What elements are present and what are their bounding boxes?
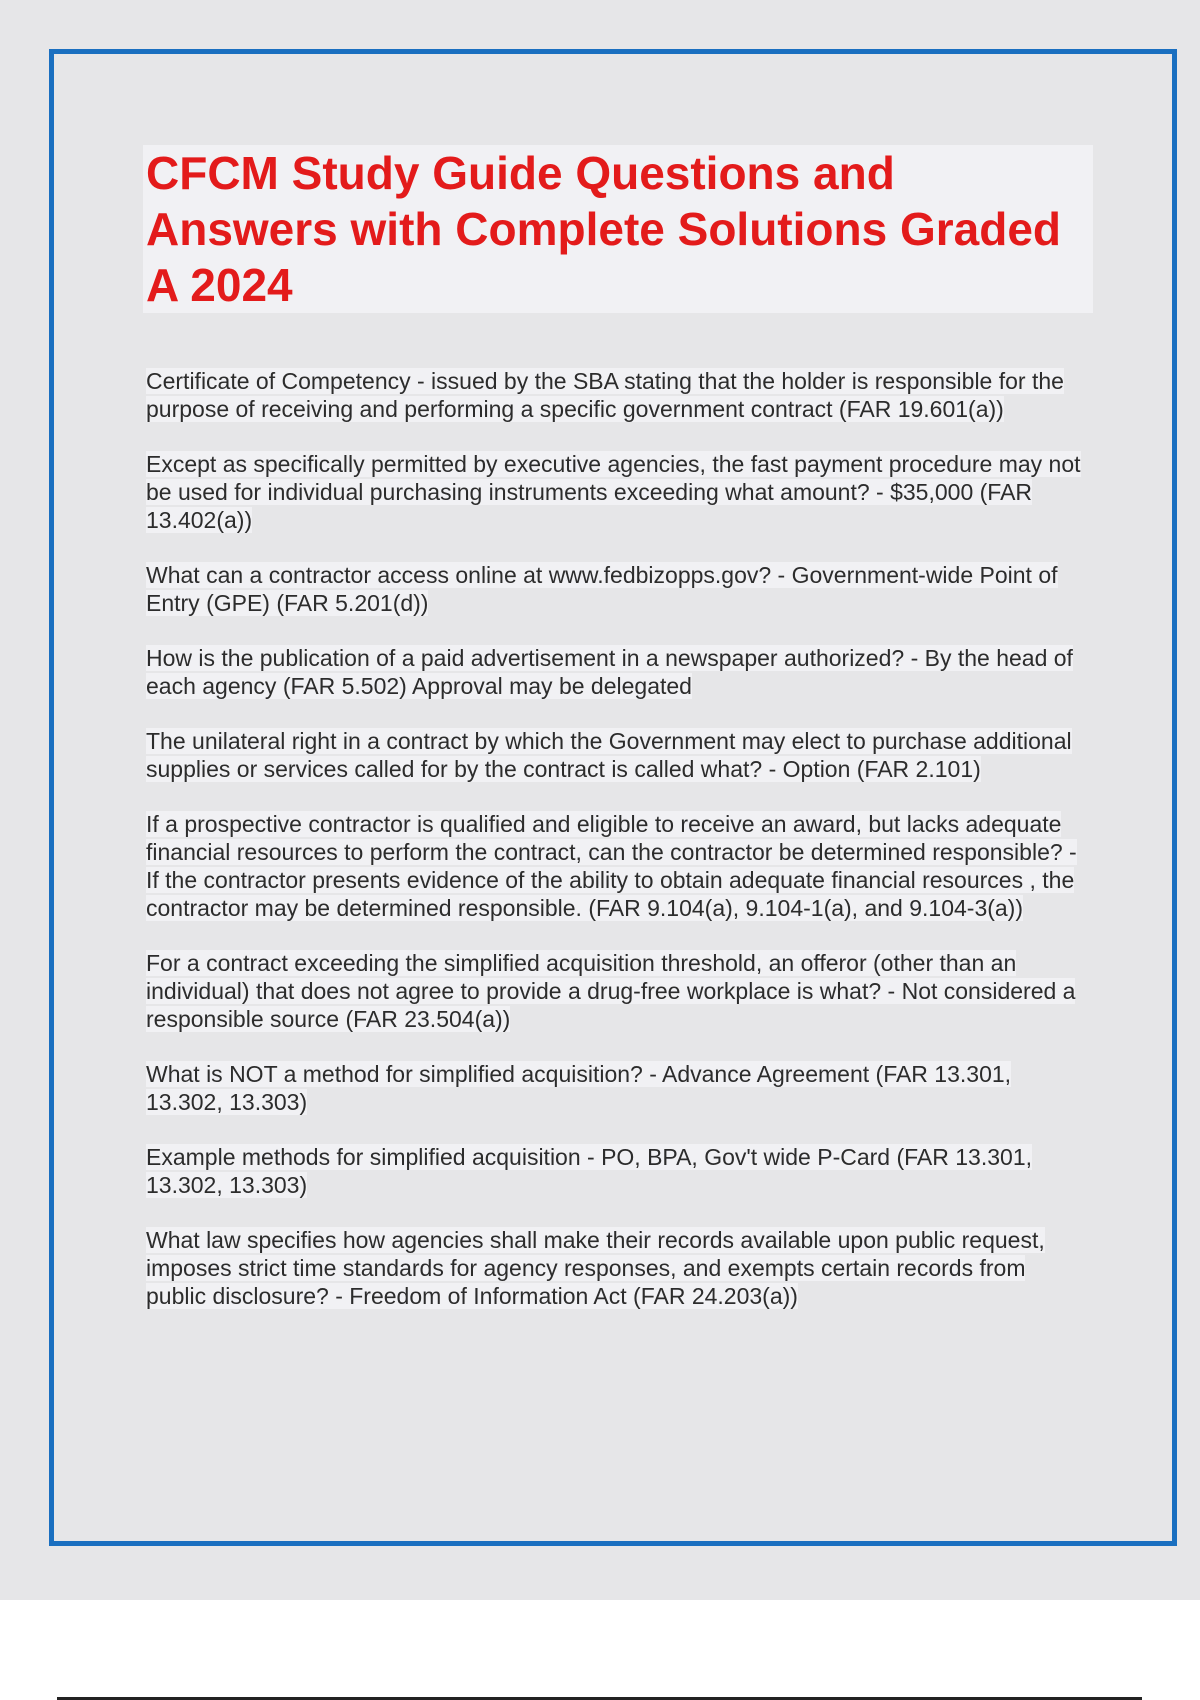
- qa-item-10: [146, 1226, 1091, 1310]
- qa-item-text: How is the publication of a paid advertisement in a newspaper authorized? - By the head of each agency (FAR 5.502) Approval may be delegated: [146, 645, 1073, 699]
- qa-item-2: [146, 450, 1091, 534]
- qa-item-1: [146, 367, 1091, 423]
- question-answer-list: [146, 367, 1091, 1337]
- qa-item-text: What law specifies how agencies shall make their records available upon public request, imposes strict time standards for agency responses, and exempts certain records from public disclosure? - Freedom of Information Act (FAR 24.203(a)): [146, 1227, 1045, 1309]
- qa-item-text: If a prospective contractor is qualified and eligible to receive an award, but lacks adequate financial resources to perform the contract, can the contractor be determined responsible? - If the contractor presents evidence of the ability to obtain adequate financial resources , the contractor may be determined responsible. (FAR 9.104(a), 9.104-1(a), and 9.104-3(a)): [146, 811, 1077, 921]
- qa-item-7: [146, 949, 1091, 1033]
- qa-item-3: [146, 561, 1091, 617]
- qa-item-text: What can a contractor access online at www.fedbizopps.gov? - Government-wide Point of Entry (GPE) (FAR 5.201(d)): [146, 562, 1058, 616]
- document-title: CFCM Study Guide Questions and Answers with Complete Solutions Graded A 2024: [146, 147, 1062, 311]
- qa-item-6: [146, 810, 1091, 922]
- qa-item-4: [146, 644, 1091, 700]
- qa-item-text: The unilateral right in a contract by which the Government may elect to purchase additional supplies or services called for by the contract is called what? - Option (FAR 2.101): [146, 728, 1072, 782]
- qa-item-text: For a contract exceeding the simplified acquisition threshold, an offeror (other than an individual) that does not agree to provide a drug-free workplace is what? - Not considered a responsible source (FAR 23.504(a)): [146, 950, 1076, 1032]
- qa-item-9: [146, 1143, 1091, 1199]
- qa-item-8: [146, 1060, 1091, 1116]
- qa-item-text: Example methods for simplified acquisition - PO, BPA, Gov't wide P-Card (FAR 13.301, 13.302, 13.303): [146, 1144, 1032, 1198]
- qa-item-text: What is NOT a method for simplified acquisition? - Advance Agreement (FAR 13.301, 13.302, 13.303): [146, 1061, 1012, 1115]
- qa-item-text: Except as specifically permitted by executive agencies, the fast payment procedure may not be used for individual purchasing instruments exceeding what amount? - $35,000 (FAR 13.402(a)): [146, 451, 1081, 533]
- qa-item-text: Certificate of Competency - issued by the SBA stating that the holder is responsible for the purpose of receiving and performing a specific government contract (FAR 19.601(a)): [146, 368, 1064, 422]
- qa-item-5: [146, 727, 1091, 783]
